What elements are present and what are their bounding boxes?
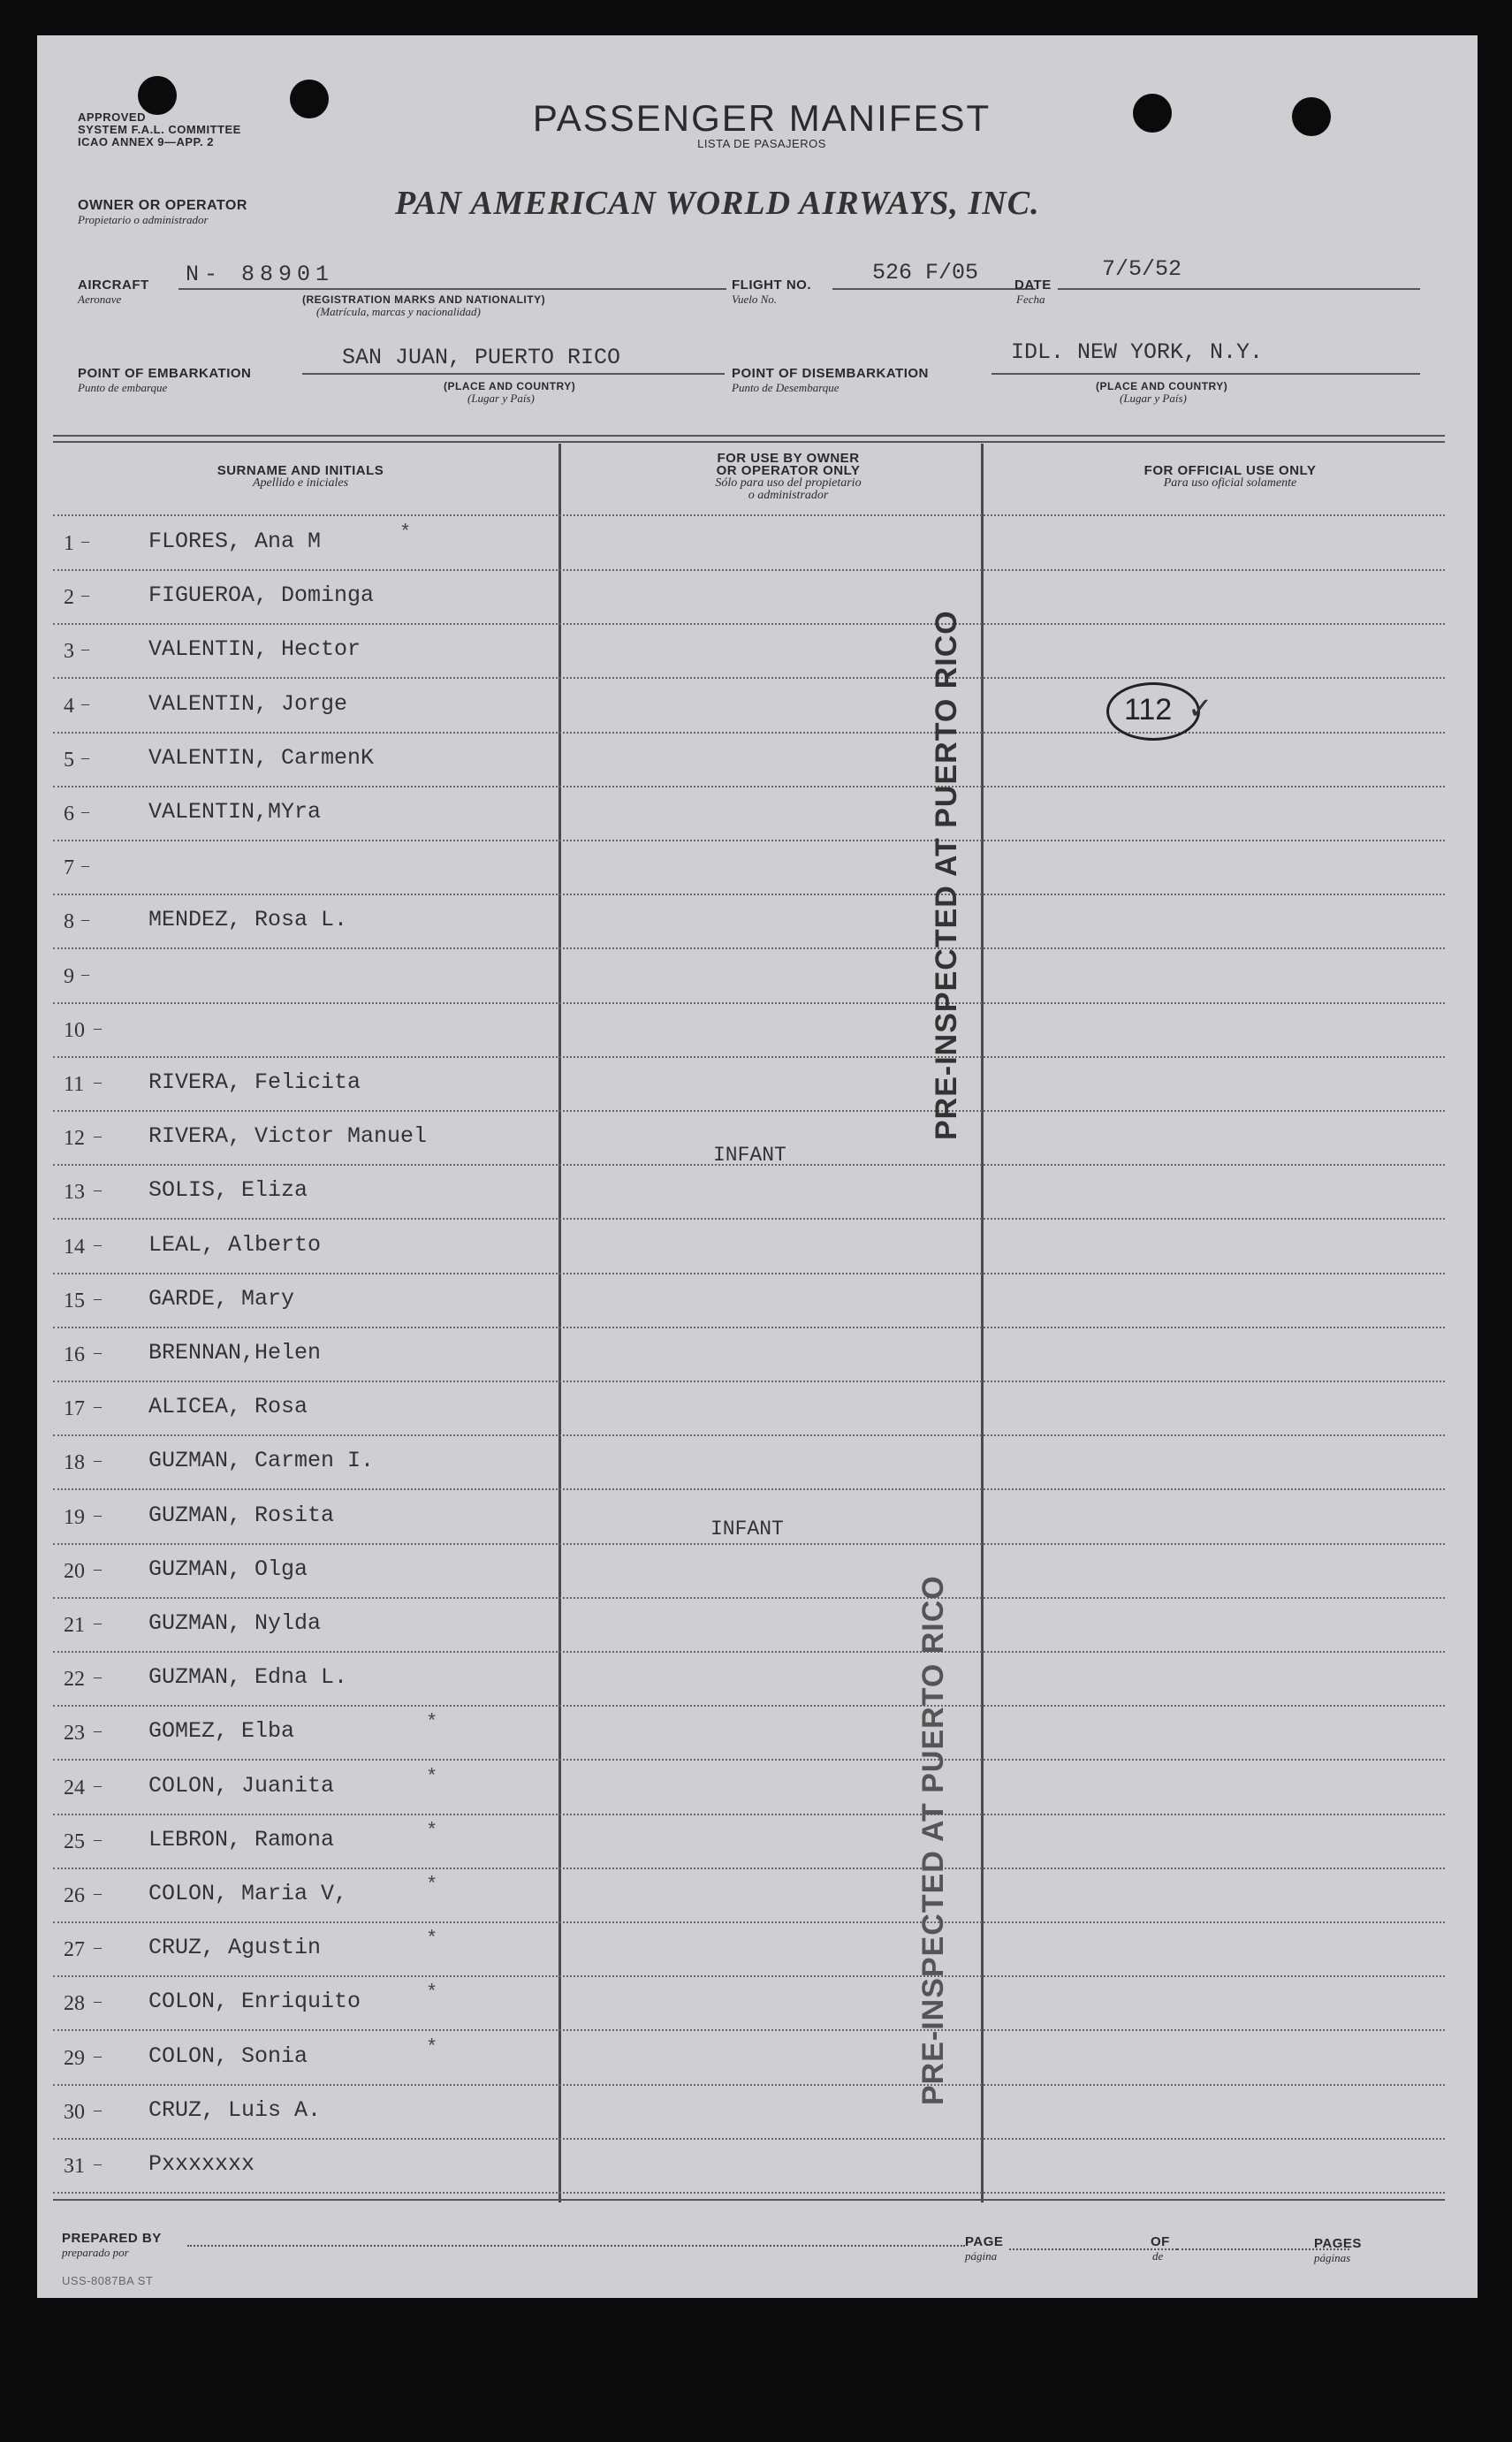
passenger-name: FLORES, Ana M (148, 529, 322, 554)
table-row-line (53, 2138, 1445, 2140)
approval-block (78, 111, 308, 148)
row-number-dash: – (94, 2046, 102, 2065)
passenger-name: GUZMAN, Carmen I. (148, 1448, 375, 1474)
passenger-name: GARDE, Mary (148, 1285, 295, 1312)
registration-note-es: (Matrícula, marcas y nacionalidad) (316, 305, 481, 318)
row-number: 1 (64, 532, 74, 555)
row-number: 22 (64, 1668, 85, 1692)
passenger-name: VALENTIN, Jorge (148, 690, 348, 717)
pre-inspected-stamp: PRE-INSPECTED AT PUERTO RICO (930, 610, 963, 1140)
passenger-name: FIGUEROA, Dominga (148, 582, 375, 609)
table-row-line (53, 1814, 1445, 1815)
table-row-line (53, 1705, 1445, 1707)
embark-underline (302, 373, 725, 375)
row-number: 12 (64, 1127, 85, 1151)
table-top-rule (53, 441, 1445, 443)
passenger-name: LEAL, Alberto (148, 1231, 322, 1258)
page-title: PASSENGER MANIFEST (532, 97, 992, 139)
row-number: 31 (64, 2155, 85, 2178)
table-top-rule (53, 435, 1445, 437)
row-number-dash: – (81, 586, 89, 605)
row-number: 30 (64, 2100, 85, 2124)
table-row-line (53, 1651, 1445, 1653)
approval-line: ICAO ANNEX 9—APP. 2 (78, 135, 214, 148)
aircraft-label: AIRCRAFT (78, 278, 149, 293)
table-row-line (53, 947, 1445, 949)
header-separator (53, 514, 1445, 516)
passenger-name: RIVERA, Felicita (148, 1069, 361, 1095)
flight-value: 526 F/05 (872, 260, 979, 285)
row-number: 29 (64, 2046, 85, 2070)
disembark-place-note: (PLACE AND COUNTRY) (1096, 380, 1228, 392)
check-mark-icon: ✓ (1188, 692, 1213, 726)
table-row-line (53, 569, 1445, 571)
row-number-dash: – (81, 748, 89, 766)
passenger-mark: * (426, 1874, 438, 1896)
row-number: 28 (64, 1992, 85, 2016)
table-row-line (53, 1434, 1445, 1436)
flight-underline (832, 288, 1036, 290)
prepared-by-underline (187, 2245, 965, 2247)
row-number: 16 (64, 1343, 85, 1366)
row-number-dash: – (94, 2100, 102, 2119)
row-number: 15 (64, 1289, 85, 1312)
official-header-text: FOR OFFICIAL USE ONLY (1143, 463, 1317, 478)
circled-number-text: 112 (1124, 693, 1173, 727)
pages-label: PAGES (1314, 2236, 1362, 2251)
pre-inspected-stamp: PRE-INSPECTED AT PUERTO RICO (916, 1575, 950, 2105)
aircraft-label-es: Aeronave (78, 293, 122, 306)
row-number-dash: – (94, 1235, 102, 1253)
row-number-dash: – (94, 1127, 102, 1145)
row-number-dash: – (94, 1938, 102, 1957)
owner-value: PAN AMERICAN WORLD AIRWAYS, INC. (395, 185, 1040, 222)
passenger-name: CRUZ, Agustin (148, 1935, 322, 1961)
table-row-line (53, 894, 1445, 895)
infant-note: INFANT (713, 1144, 786, 1167)
date-value: 7/5/52 (1102, 256, 1182, 282)
pages-label-es: páginas (1314, 2251, 1351, 2264)
form-number: USS-8087BA ST (62, 2274, 154, 2287)
owner-use-header-text: OR OPERATOR ONLY (716, 463, 861, 478)
passenger-mark: * (426, 1711, 438, 1734)
table-row-line (53, 1759, 1445, 1761)
row-number: 13 (64, 1181, 85, 1205)
disembark-place-note-es: (Lugar y País) (1120, 392, 1187, 405)
row-number-dash: – (81, 964, 89, 983)
row-number: 11 (64, 1073, 85, 1096)
passenger-name: COLON, Juanita (148, 1772, 335, 1799)
surname-header-text: SURNAME AND INITIALS (217, 463, 384, 478)
table-row-line (53, 1868, 1445, 1869)
page-label: PAGE (965, 2234, 1004, 2249)
table-row-line (53, 1002, 1445, 1004)
passenger-name: VALENTIN, CarmenK (148, 744, 375, 771)
date-label: DATE (1014, 278, 1052, 293)
passenger-mark: * (426, 2035, 438, 2058)
passenger-name: MENDEZ, Rosa L. (148, 907, 348, 933)
row-number: 26 (64, 1884, 85, 1907)
disembark-underline (992, 373, 1420, 375)
row-number: 25 (64, 1830, 85, 1853)
row-number-dash: – (94, 1397, 102, 1416)
table-row-line (53, 1381, 1445, 1382)
row-number-dash: – (94, 1668, 102, 1686)
aircraft-underline (179, 288, 726, 290)
row-number-dash: – (81, 640, 89, 658)
passenger-mark: * (426, 1819, 438, 1842)
row-number: 23 (64, 1722, 85, 1746)
page-subtitle: LISTA DE PASAJEROS (697, 137, 826, 150)
passenger-name: LEBRON, Ramona (148, 1826, 335, 1852)
row-number-dash: – (94, 1992, 102, 2011)
prepared-by-label: PREPARED BY (62, 2231, 162, 2246)
passenger-name: GUZMAN, Rosita (148, 1502, 335, 1528)
approval-line: APPROVED (78, 110, 146, 124)
owner-label: OWNER OR OPERATOR (78, 198, 247, 213)
page-label-es: página (965, 2249, 998, 2263)
passenger-name: SOLIS, Eliza (148, 1177, 308, 1204)
row-number: 4 (64, 694, 74, 718)
punch-hole (1292, 97, 1331, 136)
embark-place-note: (PLACE AND COUNTRY) (444, 380, 576, 392)
infant-note: INFANT (710, 1518, 784, 1541)
row-number: 18 (64, 1451, 85, 1475)
row-number-dash: – (94, 1505, 102, 1524)
row-number-dash: – (94, 1451, 102, 1470)
table-row-line (53, 1273, 1445, 1274)
owner-use-header-text: FOR USE BY OWNER (717, 451, 860, 466)
row-number-dash: – (94, 1614, 102, 1632)
row-number-dash: – (94, 1343, 102, 1361)
table-row-line (53, 1975, 1445, 1977)
row-number-dash: – (94, 1018, 102, 1037)
passenger-name: BRENNAN,Helen (148, 1340, 322, 1366)
embark-place-note-es: (Lugar y País) (467, 392, 535, 405)
table-row-line (53, 623, 1445, 625)
row-number: 14 (64, 1235, 85, 1259)
row-number: 9 (64, 964, 74, 988)
registration-note: (REGISTRATION MARKS AND NATIONALITY) (302, 293, 546, 306)
passenger-mark: * (426, 1928, 438, 1951)
flight-label: FLIGHT NO. (732, 278, 811, 293)
of-label-es: de (1152, 2249, 1164, 2263)
row-number: 8 (64, 910, 74, 934)
row-number: 7 (64, 856, 74, 880)
row-number-dash: – (81, 532, 89, 550)
table-row-line (53, 1327, 1445, 1328)
embark-label-es: Punto de embarque (78, 381, 168, 394)
punch-hole (138, 76, 177, 115)
passenger-name: COLON, Sonia (148, 2043, 308, 2069)
column-divider (558, 444, 561, 2202)
column-divider (981, 444, 984, 2202)
row-number: 21 (64, 1614, 85, 1637)
aircraft-value: N- 88901 (186, 262, 335, 287)
passenger-name: VALENTIN, Hector (148, 636, 361, 663)
row-number-dash: – (94, 1776, 102, 1794)
row-number-dash: – (81, 694, 89, 712)
row-number-dash: – (94, 1073, 102, 1091)
passenger-name: RIVERA, Victor Manuel (148, 1123, 428, 1150)
row-number: 3 (64, 640, 74, 664)
approval-line: SYSTEM F.A.L. COMMITTEE (78, 123, 241, 136)
official-header-text-es: Para uso oficial solamente (1163, 476, 1297, 490)
row-number-dash: – (94, 2155, 102, 2172)
date-underline (1058, 288, 1420, 290)
embark-value: SAN JUAN, PUERTO RICO (342, 345, 621, 370)
table-row-line (53, 1921, 1445, 1923)
table-row-line (53, 1110, 1445, 1112)
passenger-name: GOMEZ, Elba (148, 1718, 295, 1745)
owner-use-column-header (558, 453, 1018, 502)
table-row-line (53, 732, 1445, 734)
table-row-line (53, 840, 1445, 841)
passenger-name: COLON, Maria V, (148, 1881, 348, 1906)
table-row-line (53, 786, 1445, 787)
table-row-line (53, 677, 1445, 679)
passenger-name: ALICEA, Rosa (148, 1394, 308, 1420)
passenger-mark: * (426, 1765, 438, 1788)
passenger-mark: * (399, 521, 412, 544)
punch-hole (1133, 94, 1172, 133)
table-row-line (53, 1218, 1445, 1220)
passenger-mark: * (426, 1982, 438, 2005)
row-number: 20 (64, 1559, 85, 1583)
row-number-dash: – (94, 1830, 102, 1848)
row-number-dash: – (94, 1722, 102, 1740)
owner-use-header-text-es: o administrador (748, 489, 829, 502)
manifest-page (37, 35, 1478, 2298)
table-row-line (53, 2084, 1445, 2086)
owner-label-es: Propietario o administrador (78, 213, 209, 226)
table-row-line (53, 1543, 1445, 1545)
table-row-line (53, 1597, 1445, 1599)
row-number-dash: – (81, 856, 89, 875)
row-number-dash: – (94, 1559, 102, 1578)
disembark-value: IDL. NEW YORK, N.Y. (1011, 339, 1264, 365)
passenger-name: Pxxxxxxx (148, 2151, 255, 2177)
surname-header-text-es: Apellido e iniciales (252, 476, 349, 490)
row-number: 10 (64, 1018, 85, 1042)
passenger-name: COLON, Enriquito (148, 1989, 361, 2015)
table-bottom-rule (53, 2199, 1445, 2201)
row-number: 6 (64, 803, 74, 825)
row-number: 24 (64, 1776, 85, 1799)
table-row-line (53, 2192, 1445, 2194)
row-number: 19 (64, 1505, 85, 1529)
passenger-name: VALENTIN,MYra (148, 799, 322, 825)
prepared-by-label-es: preparado por (62, 2246, 129, 2259)
of-label: OF (1151, 2234, 1170, 2249)
disembark-label: POINT OF DISEMBARKATION (732, 366, 929, 381)
passenger-name: GUZMAN, Olga (148, 1556, 308, 1582)
passenger-name: CRUZ, Luis A. (148, 2096, 322, 2123)
table-row-line (53, 2029, 1445, 2031)
row-number-dash: – (94, 1181, 102, 1199)
row-number-dash: – (94, 1884, 102, 1902)
disembark-label-es: Punto de Desembarque (732, 381, 840, 394)
embark-label: POINT OF EMBARKATION (78, 366, 252, 381)
flight-label-es: Vuelo No. (732, 293, 778, 306)
table-row-line (53, 1488, 1445, 1490)
row-number-dash: – (94, 1289, 102, 1307)
owner-use-header-text-es: Sólo para uso del propietario (715, 476, 862, 490)
passenger-name: GUZMAN, Edna L. (148, 1664, 348, 1691)
official-use-column-header (1018, 465, 1442, 490)
row-number-dash: – (81, 910, 89, 929)
passenger-name: GUZMAN, Nylda (148, 1610, 322, 1636)
table-row-line (53, 1056, 1445, 1058)
date-label-es: Fecha (1016, 293, 1045, 306)
row-number: 17 (64, 1397, 85, 1421)
row-number-dash: – (81, 803, 89, 820)
row-number: 27 (64, 1938, 85, 1962)
row-number: 5 (64, 748, 74, 772)
surname-column-header (53, 465, 548, 490)
row-number: 2 (64, 586, 74, 610)
